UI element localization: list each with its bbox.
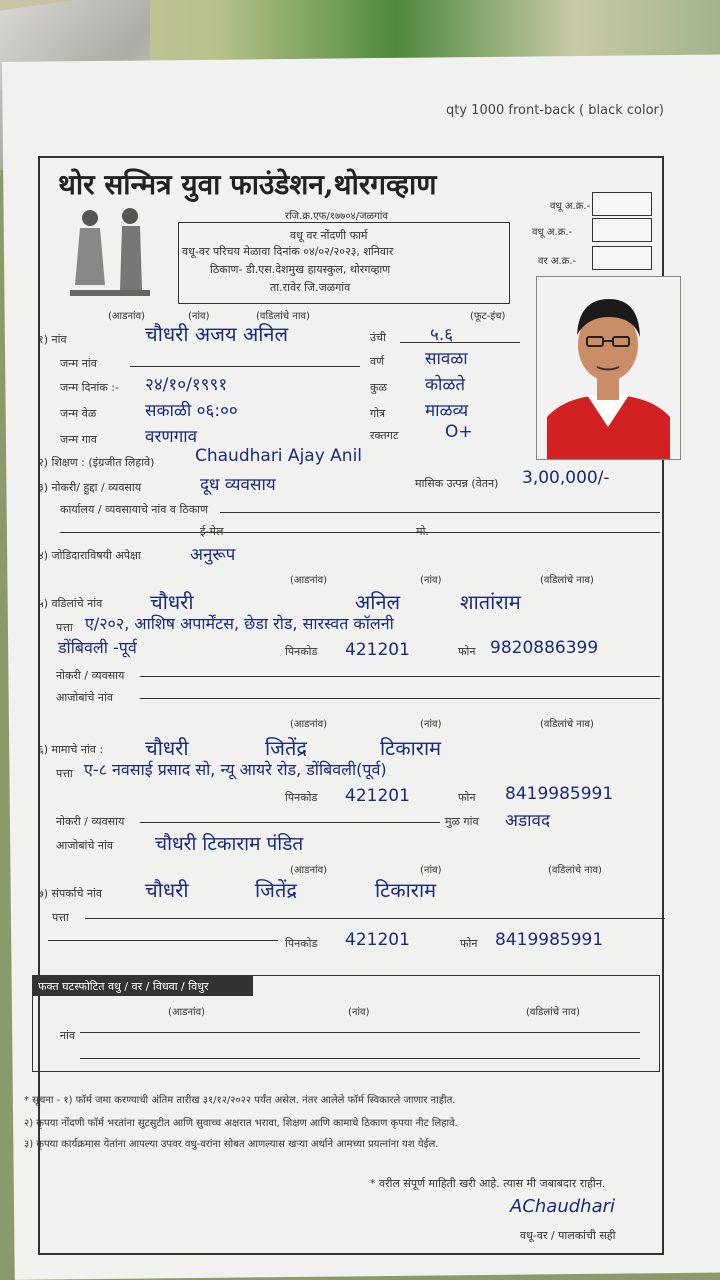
label-birth-date: जन्म दिनांक :-: [60, 381, 119, 394]
label-education: २) शिक्षण : (इंग्रजीत लिहावे): [38, 456, 155, 469]
value-father-father: शातांराम: [460, 590, 521, 614]
serial-box-1: [592, 192, 652, 216]
label-expectation: ४) जोडिदाराविषयी अपेक्षा: [38, 549, 141, 562]
label-office: कार्यालय / व्यवसायाचे नांव व ठिकाण: [60, 503, 208, 516]
f5-col-surname: (आडनांव): [290, 575, 328, 586]
label-contact-name: ७) संपर्काचे नांव: [38, 887, 103, 900]
value-pincode-2: 421201: [345, 786, 410, 806]
value-native: अडावद: [505, 811, 550, 831]
label-height: उंची: [370, 331, 386, 344]
value-contact-surname: चौधरी: [145, 878, 189, 902]
label-mobile: मो.: [416, 525, 429, 538]
label-blood: रक्तगट: [370, 429, 399, 442]
vadhu-serial-label: वधू अ.क्र.-: [550, 201, 591, 212]
reg-number: रजि.क्र.एफ/१७७०४/जळगांव: [285, 211, 388, 222]
value-address-1b: डोंबिवली -पूर्व: [58, 638, 137, 657]
value-birth-time: सकाळी ०६:००: [145, 401, 238, 421]
div-line-2: [80, 1058, 640, 1059]
line-job-2: [140, 676, 660, 677]
venue-line: ठिकाण- डी.एस.देशमुख हायस्कुल, थोरगव्हाण: [210, 263, 391, 276]
div-label-name: नांव: [60, 1029, 76, 1042]
value-income: 3,00,000/-: [522, 468, 610, 488]
value-height: ५.६: [430, 325, 454, 345]
form-name: वधू वर नोंदणी फार्म: [290, 229, 368, 242]
sign-label: वधू-वर / पालकांची सही: [520, 1229, 616, 1242]
label-birth-place: जन्म गाव: [60, 433, 97, 446]
line-birth-name: [130, 366, 360, 367]
value-job: दूध व्यवसाय: [200, 475, 276, 495]
line-office: [220, 512, 660, 513]
f6-col-father: (वडिलांचे नाव): [540, 719, 594, 730]
div-col-father: (वडिलांचे नाव): [526, 1007, 580, 1018]
serial-box-3: [592, 246, 652, 270]
label-income: मासिक उत्पन्न (वेतन): [415, 477, 499, 490]
label-phone-1: फोन: [458, 645, 476, 658]
couple-illustration: [60, 200, 160, 300]
f5-col-father: (वडिलांचे नाव): [540, 575, 594, 586]
label-pincode-1: पिनकोड: [285, 645, 318, 658]
note-3: ३) कृपया कार्यक्रमास येतांना आपल्या उपवर वधु-वरांना सोबत आणल्यास खऱ्या अर्थाने आमच्या प्रयत्नांना यश येईल.: [24, 1139, 439, 1150]
taluka-line: ता.रावेर जि.जळगांव: [270, 281, 351, 294]
div-col-name: (नांव): [348, 1007, 370, 1018]
declaration: * वरील संपूर्ण माहिती खरी आहे. त्यास मी जबाबदार राहीन.: [370, 1177, 606, 1190]
label-address-1: पत्ता: [56, 621, 73, 634]
value-grandfather-2: चौधरी टिकाराम पंडित: [155, 833, 304, 855]
f7-col-surname: (आडनांव): [290, 865, 328, 876]
label-birth-name: जन्म नांव: [60, 357, 97, 370]
serial-box-2: [592, 218, 652, 242]
label-gotra: गोत्र: [370, 407, 386, 420]
col-name: (नांव): [188, 311, 210, 322]
vadhu-number-label: वधू अ.क्र.-: [532, 227, 573, 238]
col-height-unit: (फूट-इंच): [470, 311, 506, 322]
label-mama-name: ६) मामाचे नांव :: [38, 743, 104, 756]
f7-col-name: (नांव): [420, 865, 442, 876]
signature: AChaudhari: [510, 1196, 615, 1217]
line-height: [400, 342, 520, 343]
note-2: २) कृपया नोंदणी फॉर्म भरतांना सुटसुटीत आणि सुवाच्च अक्षरात भरावा, शिक्षण आणि कामाचे ठिकाण कृपया नीट लिहावे.: [24, 1118, 458, 1129]
label-father-name: ५) वडिलांचे नांव: [38, 597, 103, 610]
col-surname: (आडनांव): [108, 311, 146, 322]
foundation-title: थोर सन्मित्र युवा फाउंडेशन,थोरगव्हाण: [58, 168, 437, 201]
value-phone-3: 8419985991: [495, 930, 604, 950]
label-native: मुळ गांव: [445, 815, 479, 828]
qty-note: qty 1000 front-back ( black color): [446, 103, 664, 118]
line-address-3: [85, 918, 665, 919]
note-1: * सूचना - १) फॉर्म जमा करण्याची अंतिम तारीख ३१/१२/२०२२ पर्यंत असेल. नंतर आलेले फॉर्म स्विकारले जाणार नाहीत.: [24, 1095, 456, 1106]
f7-col-father: (वडिलांचे नाव): [548, 865, 602, 876]
label-phone-2: फोन: [458, 791, 476, 804]
value-contact-father: टिकाराम: [375, 878, 437, 902]
value-birth-date: २४/१०/१९९१: [145, 375, 228, 395]
label-job-2: नोकरी / व्यवसाय: [56, 669, 125, 682]
f6-col-surname: (आडनांव): [290, 719, 328, 730]
value-expectation: अनुरूप: [190, 545, 236, 565]
value-name: चौधरी अजय अनिल: [145, 322, 289, 346]
value-address-2: ए-८ नवसाई प्रसाद सो, न्यू आयरे रोड, डोंबिवली(पूर्व): [84, 760, 387, 779]
value-phone-2: 8419985991: [505, 784, 614, 804]
f6-col-name: (नांव): [420, 719, 442, 730]
value-pincode-1: 421201: [345, 640, 410, 660]
line-grandfather-1: [140, 698, 660, 699]
col-father: (वडिलांचे नाव): [256, 311, 310, 322]
value-mama-father: टिकाराम: [380, 736, 442, 760]
label-job-3: नोकरी / व्यवसाय: [56, 815, 125, 828]
value-complexion: सावळा: [425, 349, 468, 369]
f5-col-name: (नांव): [420, 575, 442, 586]
label-kul: कुळ: [370, 381, 387, 394]
label-job: ३) नोकरी/ हुद्दा / व्यवसाय: [38, 481, 142, 494]
label-address-3: पत्ता: [52, 911, 69, 924]
div-col-surname: (आडनांव): [168, 1007, 206, 1018]
label-pincode-2: पिनकोड: [285, 791, 318, 804]
label-phone-3: फोन: [460, 937, 478, 950]
value-father-name: अनिल: [355, 590, 401, 614]
label-complexion: वर्ण: [370, 355, 385, 368]
value-kul: कोळते: [425, 375, 466, 395]
var-number-label: वर अ.क्र.-: [538, 256, 577, 267]
value-address-1: ए/२०२, आशिष अपार्मेंटस, छेडा रोड, सारस्वत कॉलनी: [85, 614, 394, 633]
value-mama-surname: चौधरी: [145, 736, 189, 760]
div-line-1: [80, 1032, 640, 1033]
value-gotra: माळव्य: [425, 401, 469, 421]
value-pincode-3: 421201: [345, 930, 410, 950]
applicant-photo: [536, 276, 681, 460]
value-education: Chaudhari Ajay Anil: [195, 446, 363, 466]
label-birth-time: जन्म वेळ: [60, 407, 97, 420]
label-name: १) नांव: [38, 333, 67, 346]
divorce-title: फक्त घटस्फोटित वधु / वर / विधवा / विधुर: [38, 980, 209, 993]
event-line: वधू-वर परिचय मेळावा दिनांक ०४/०२/२०२३, शनिवार: [182, 245, 394, 258]
value-mama-name: जितेंद्र: [265, 736, 308, 760]
line-address-3b: [48, 940, 278, 941]
value-blood: O+: [445, 422, 473, 442]
value-birth-place: वरणगाव: [145, 427, 198, 447]
value-father-surname: चौधरी: [150, 590, 194, 614]
value-contact-name: जितेंद्र: [255, 878, 298, 902]
label-address-2: पत्ता: [56, 767, 73, 780]
label-pincode-3: पिनकोड: [285, 937, 318, 950]
label-email: ई-मेल: [200, 525, 224, 538]
line-job-3: [140, 822, 440, 823]
value-phone-1: 9820886399: [490, 638, 599, 658]
label-grandfather-1: आजोबांचे नांव: [56, 691, 113, 704]
label-grandfather-2: आजोबांचे नांव: [56, 839, 113, 852]
line-email: [60, 532, 660, 533]
